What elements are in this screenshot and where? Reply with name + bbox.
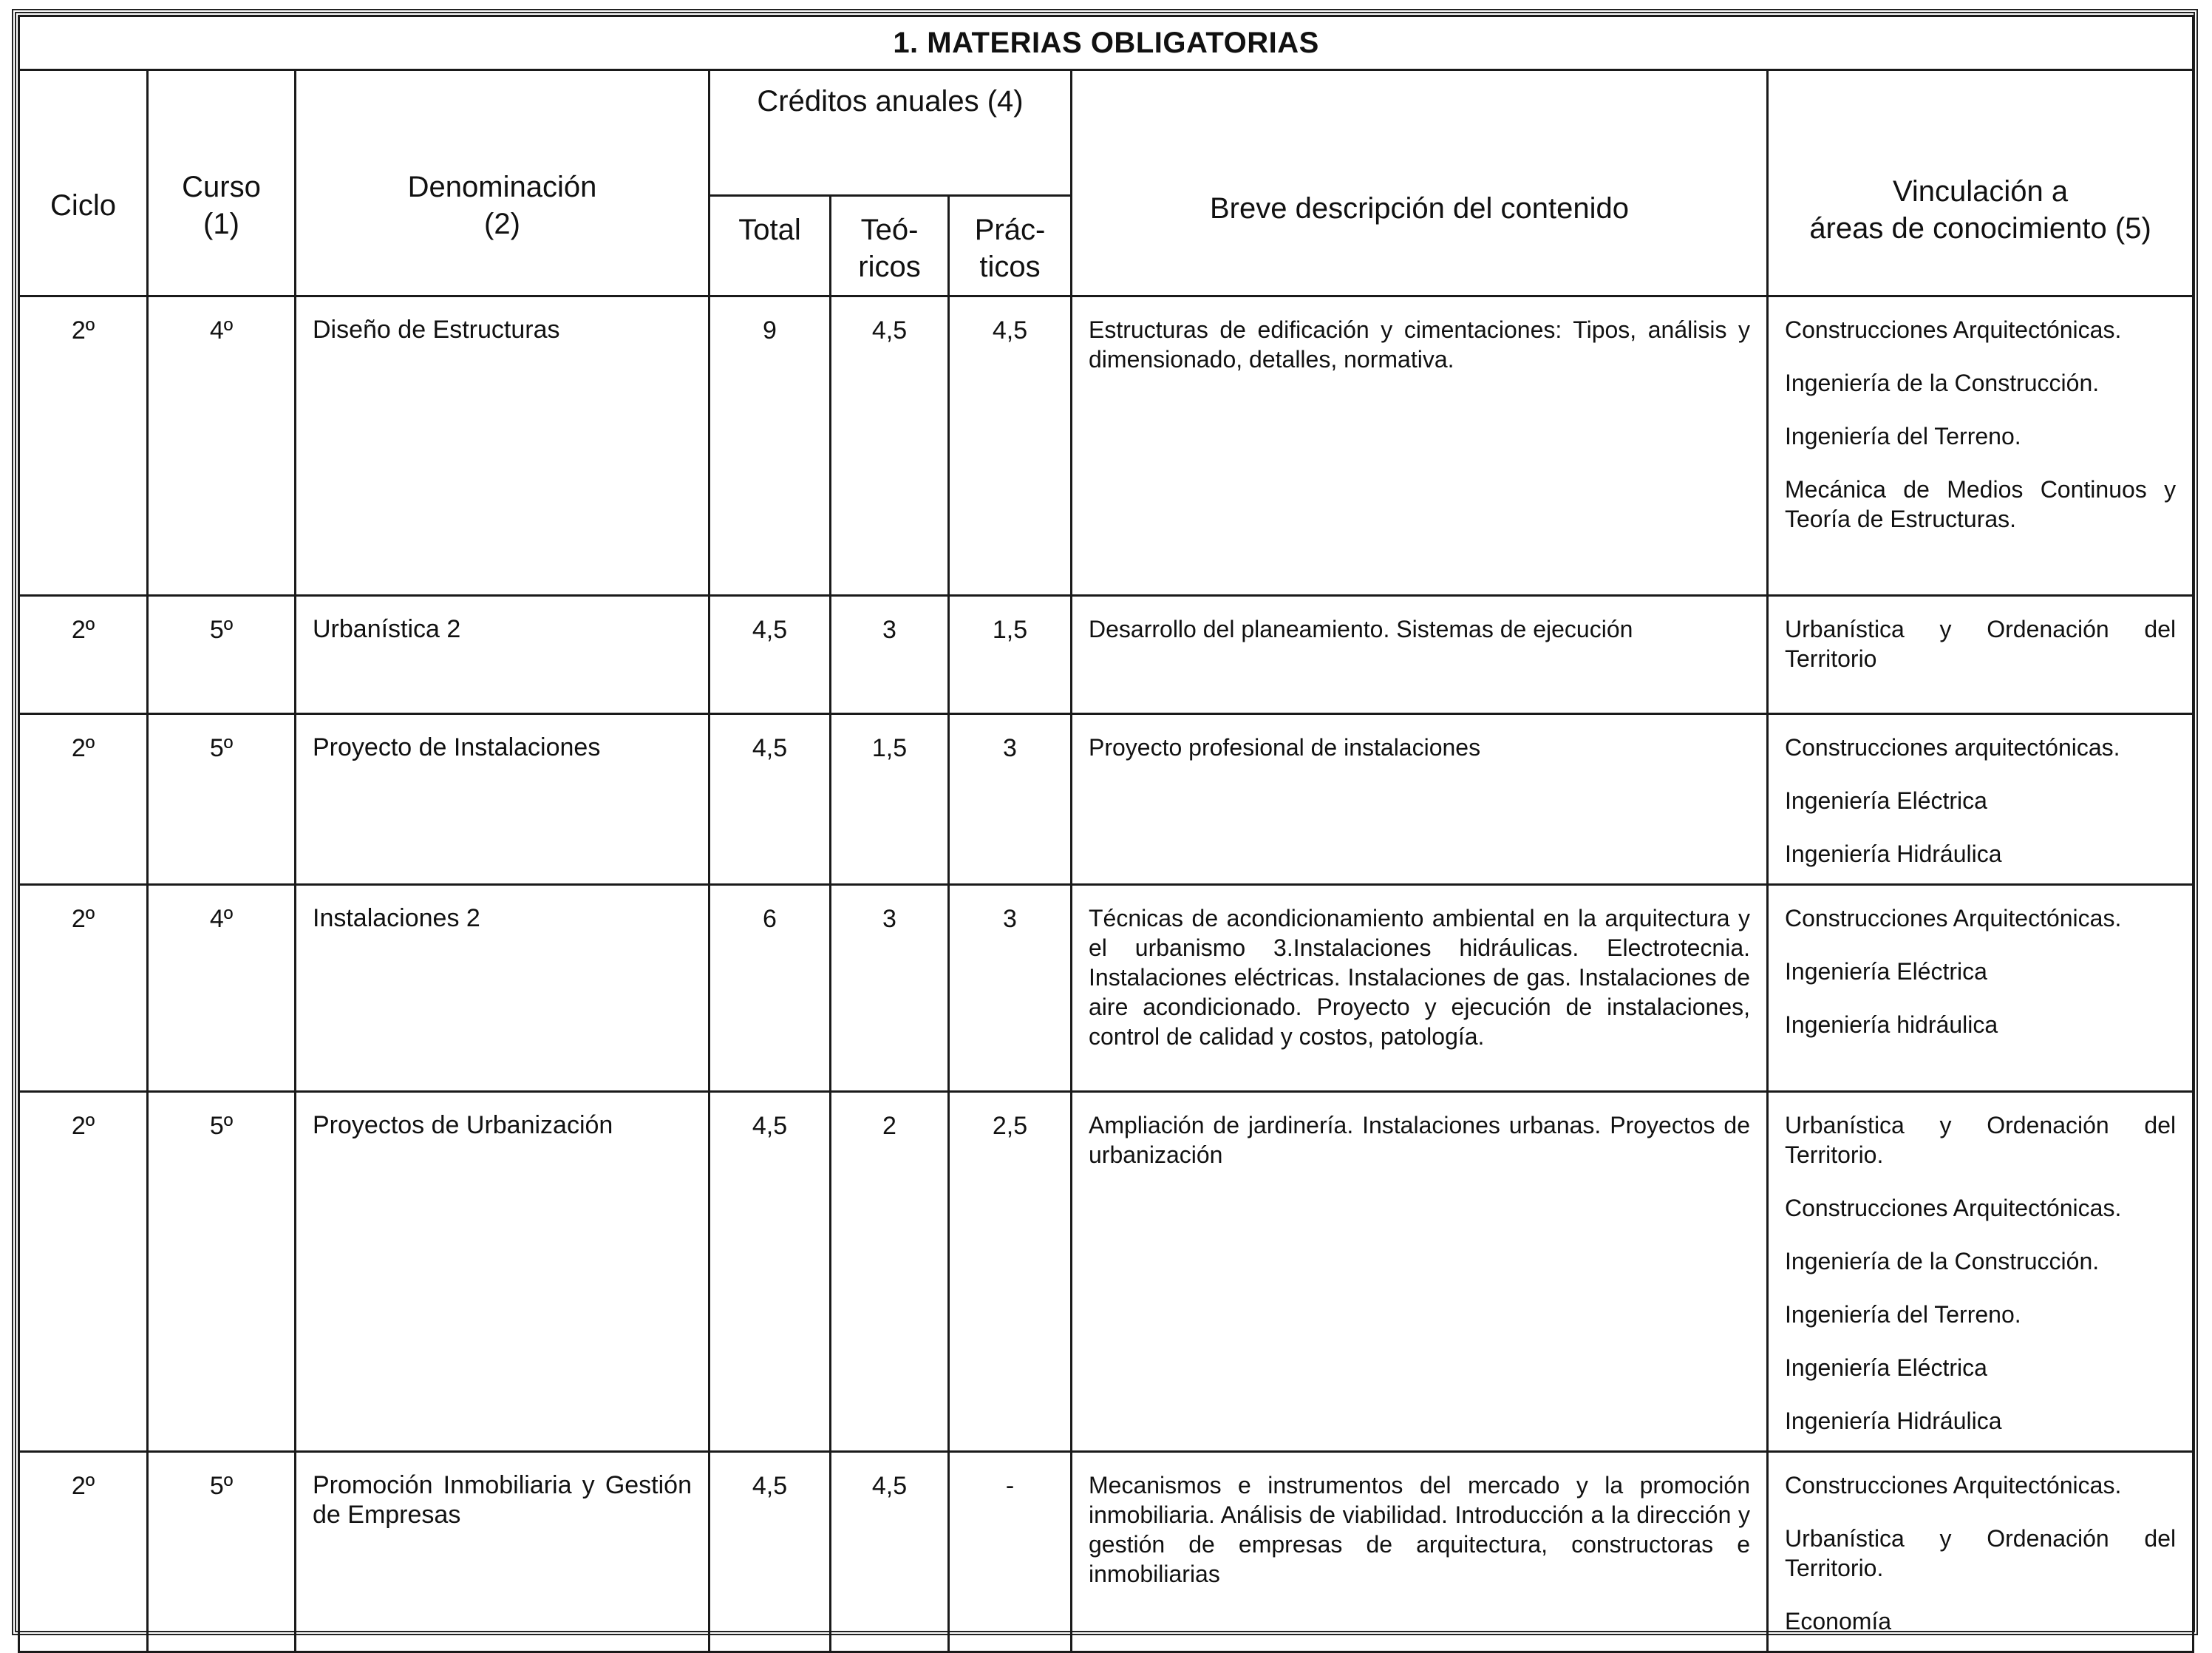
header-ciclo bbox=[19, 70, 148, 296]
cell-descripcion: Técnicas de acondicionamiento ambiental en la arquitectura y el urbanismo 3.Instalaciones hidráulicas. Electrotecnia. Instalaciones eléctricas. Instalaciones de gas. Instalaciones de aire acondicionado. Proyecto y ejecución de instalaciones, control de calidad y costos, patología. bbox=[1072, 885, 1768, 1092]
cell-areas bbox=[1768, 1452, 2194, 1652]
header-denominacion-note: (2) bbox=[484, 207, 520, 240]
cell-areas bbox=[1768, 1092, 2194, 1452]
cell-ciclo: 2º bbox=[19, 596, 148, 714]
cell-teoricos: 4,5 bbox=[831, 296, 949, 596]
cell-areas bbox=[1768, 714, 2194, 885]
cell-curso: 4º bbox=[148, 296, 296, 596]
cell-total: 4,5 bbox=[709, 1092, 831, 1452]
area-item: Ingeniería del Terreno. bbox=[1785, 423, 2021, 449]
cell-curso: 5º bbox=[148, 596, 296, 714]
area-item: Urbanística y Ordenación del Territorio. bbox=[1785, 1112, 2177, 1168]
table-row bbox=[19, 296, 2194, 596]
header-practicos-line1: Prác- bbox=[974, 214, 1046, 246]
area-item: Ingeniería Eléctrica bbox=[1785, 1354, 1987, 1381]
cell-descripcion: Ampliación de jardinería. Instalaciones urbanas. Proyectos de urbanización bbox=[1072, 1092, 1768, 1452]
header-teoricos bbox=[831, 196, 949, 296]
cell-teoricos: 4,5 bbox=[831, 1452, 949, 1652]
header-creditos-label: Créditos anuales (4) bbox=[757, 85, 1024, 118]
cell-curso: 5º bbox=[148, 714, 296, 885]
header-total-label: Total bbox=[738, 214, 801, 246]
cell-teoricos: 1,5 bbox=[831, 714, 949, 885]
area-item: Construcciones Arquitectónicas. bbox=[1785, 1195, 2122, 1221]
header-practicos-line2: ticos bbox=[979, 251, 1041, 283]
area-item: Ingeniería Eléctrica bbox=[1785, 958, 1987, 985]
cell-areas bbox=[1768, 885, 2194, 1092]
header-total bbox=[709, 196, 831, 296]
area-item: Ingeniería de la Construcción. bbox=[1785, 1248, 2100, 1274]
cell-total: 9 bbox=[709, 296, 831, 596]
area-item: Urbanística y Ordenación del Territorio. bbox=[1785, 1525, 2177, 1581]
area-item: Ingeniería Hidráulica bbox=[1785, 1408, 2002, 1434]
cell-denominacion: Proyectos de Urbanización bbox=[296, 1092, 709, 1452]
area-item: Construcciones Arquitectónicas. bbox=[1785, 905, 2122, 931]
area-item: Construcciones Arquitectónicas. bbox=[1785, 1472, 2122, 1498]
cell-denominacion: Urbanística 2 bbox=[296, 596, 709, 714]
area-item: Ingeniería hidráulica bbox=[1785, 1011, 1998, 1038]
cell-ciclo: 2º bbox=[19, 1092, 148, 1452]
table-row bbox=[19, 1092, 2194, 1452]
cell-descripcion: Proyecto profesional de instalaciones bbox=[1072, 714, 1768, 885]
cell-descripcion: Mecanismos e instrumentos del mercado y la promoción inmobiliaria. Análisis de viabilidad. Introducción a la dirección y gestión de empresas de arquitectura, constructoras e inmobiliarias bbox=[1072, 1452, 1768, 1652]
header-practicos bbox=[949, 196, 1072, 296]
cell-total: 4,5 bbox=[709, 596, 831, 714]
header-denominacion-label: Denominación bbox=[407, 170, 597, 203]
cell-areas bbox=[1768, 296, 2194, 596]
cell-practicos: 3 bbox=[949, 885, 1072, 1092]
area-item: Ingeniería Eléctrica bbox=[1785, 787, 1987, 814]
header-descripcion-label: Breve descripción del contenido bbox=[1209, 191, 1629, 225]
area-item: Ingeniería de la Construcción. bbox=[1785, 370, 2100, 396]
header-denominacion bbox=[296, 70, 709, 296]
header-descripcion bbox=[1072, 70, 1768, 296]
cell-total: 4,5 bbox=[709, 714, 831, 885]
cell-teoricos: 3 bbox=[831, 885, 949, 1092]
area-item: Urbanística y Ordenación del Territorio bbox=[1785, 616, 2177, 672]
cell-practicos: 3 bbox=[949, 714, 1072, 885]
area-item: Economía bbox=[1785, 1608, 1892, 1635]
cell-descripcion: Desarrollo del planeamiento. Sistemas de ejecución bbox=[1072, 596, 1768, 714]
header-curso-note: (1) bbox=[203, 207, 239, 240]
cell-denominacion: Promoción Inmobiliaria y Gestión de Empresas bbox=[296, 1452, 709, 1652]
cell-ciclo: 2º bbox=[19, 885, 148, 1092]
cell-ciclo: 2º bbox=[19, 1452, 148, 1652]
cell-practicos: 4,5 bbox=[949, 296, 1072, 596]
header-creditos bbox=[709, 70, 1072, 196]
cell-descripcion: Estructuras de edificación y cimentaciones: Tipos, análisis y dimensionado, detalles, normativa. bbox=[1072, 296, 1768, 596]
header-ciclo-label: Ciclo bbox=[50, 189, 116, 222]
header-teoricos-line1: Teó- bbox=[860, 214, 919, 246]
cell-practicos: 2,5 bbox=[949, 1092, 1072, 1452]
table-title: 1. MATERIAS OBLIGATORIAS bbox=[19, 16, 2194, 70]
area-item: Ingeniería del Terreno. bbox=[1785, 1301, 2021, 1328]
header-curso-label: Curso bbox=[182, 170, 261, 203]
cell-total: 4,5 bbox=[709, 1452, 831, 1652]
cell-teoricos: 3 bbox=[831, 596, 949, 714]
area-item: Construcciones Arquitectónicas. bbox=[1785, 316, 2122, 343]
cell-curso: 4º bbox=[148, 885, 296, 1092]
cell-teoricos: 2 bbox=[831, 1092, 949, 1452]
header-curso bbox=[148, 70, 296, 296]
cell-curso: 5º bbox=[148, 1452, 296, 1652]
cell-denominacion: Instalaciones 2 bbox=[296, 885, 709, 1092]
header-vinculacion-note: áreas de conocimiento (5) bbox=[1809, 211, 2151, 245]
header-vinculacion bbox=[1768, 70, 2194, 296]
header-teoricos-line2: ricos bbox=[858, 251, 921, 283]
table-row bbox=[19, 885, 2194, 1092]
cell-denominacion: Proyecto de Instalaciones bbox=[296, 714, 709, 885]
cell-practicos: 1,5 bbox=[949, 596, 1072, 714]
materias-obligatorias-table bbox=[18, 15, 2194, 1653]
area-item: Construcciones arquitectónicas. bbox=[1785, 734, 2120, 761]
cell-total: 6 bbox=[709, 885, 831, 1092]
area-item: Mecánica de Medios Continuos y Teoría de Estructuras. bbox=[1785, 476, 2177, 532]
cell-denominacion: Diseño de Estructuras bbox=[296, 296, 709, 596]
table-row bbox=[19, 1452, 2194, 1652]
area-item: Ingeniería Hidráulica bbox=[1785, 841, 2002, 867]
cell-ciclo: 2º bbox=[19, 296, 148, 596]
cell-practicos: - bbox=[949, 1452, 1072, 1652]
cell-curso: 5º bbox=[148, 1092, 296, 1452]
header-vinculacion-label: Vinculación a bbox=[1892, 174, 2069, 208]
cell-areas bbox=[1768, 596, 2194, 714]
table-row bbox=[19, 714, 2194, 885]
table-row bbox=[19, 596, 2194, 714]
cell-ciclo: 2º bbox=[19, 714, 148, 885]
